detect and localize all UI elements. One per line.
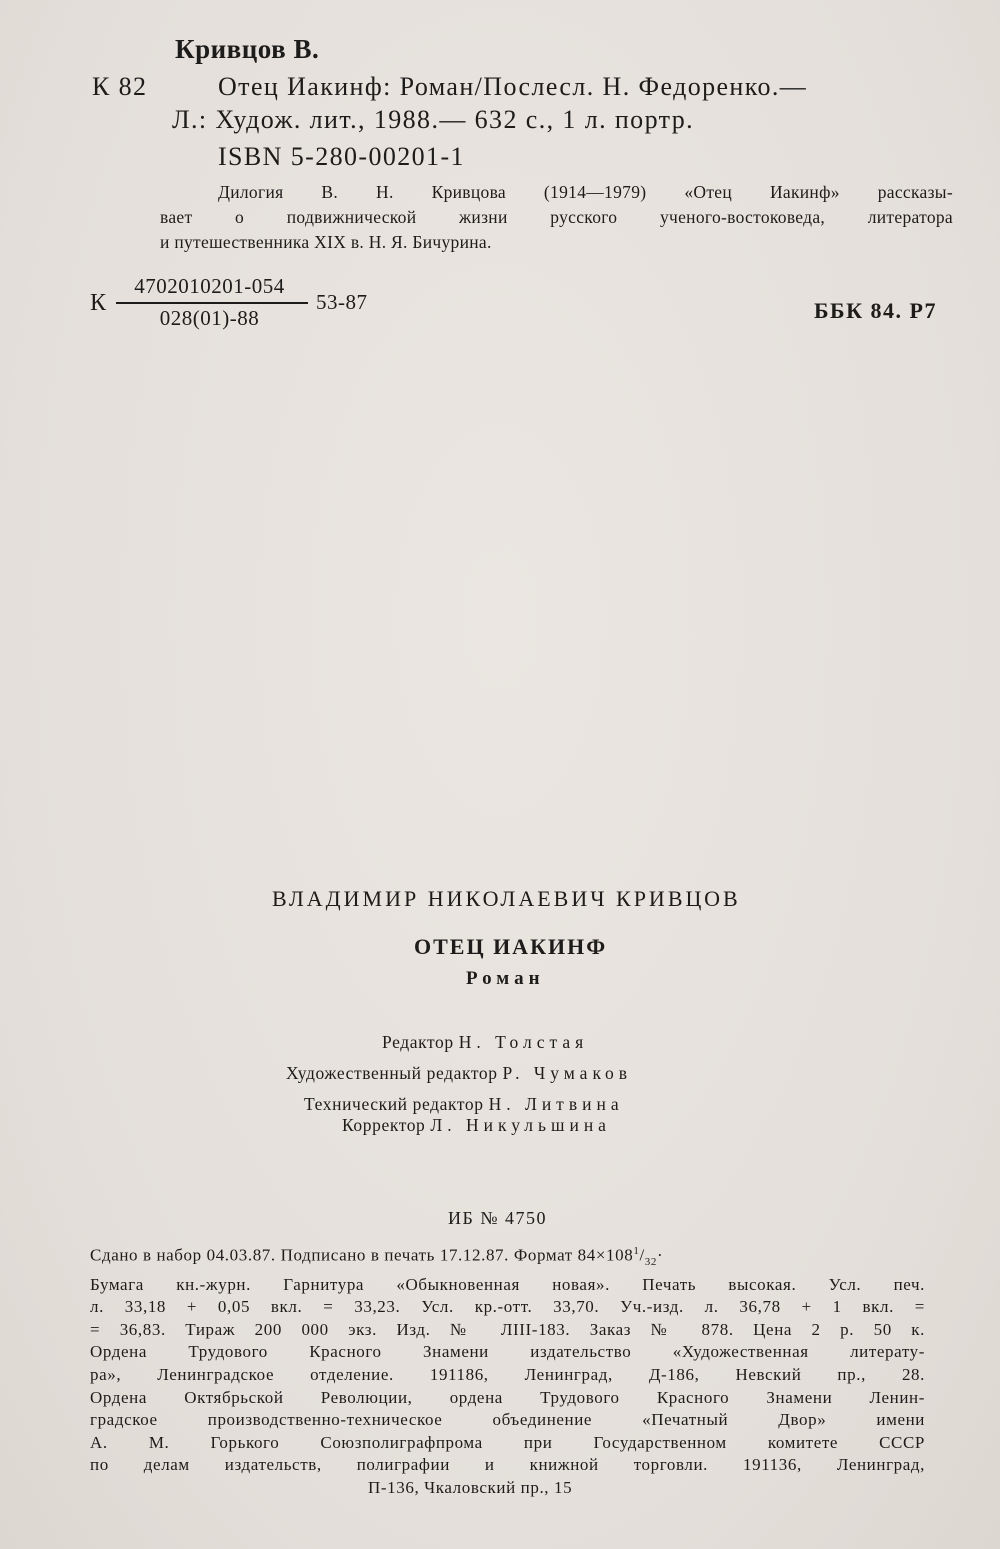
- catalog-isbn: ISBN 5-280-00201-1: [218, 142, 465, 171]
- catalog-code: К 82: [92, 72, 148, 101]
- index-denominator: 028(01)-88: [159, 306, 260, 330]
- imprint-line: Бумага кн.-журн. Гарнитура «Обыкновенная новая». Печать высокая. Усл. печ.: [90, 1274, 925, 1294]
- index-suffix: 53-87: [316, 290, 368, 314]
- credit-editor: [382, 1032, 588, 1053]
- credit-name: Л. Никульшина: [430, 1115, 611, 1135]
- annotation-line-2: вает о подвижнической жизни русского ученого-востоковеда, литератора: [160, 207, 953, 227]
- book-title: ОТЕЦ ИАКИНФ: [414, 934, 608, 959]
- credit-tech-editor: [304, 1094, 624, 1115]
- catalog-author: Кривцов В.: [175, 34, 320, 64]
- index-letter: К: [90, 290, 108, 316]
- book-genre: Роман: [466, 968, 545, 989]
- catalog-line-2: Л.: Худож. лит., 1988.— 632 с., 1 л. портр.: [172, 105, 695, 134]
- credit-art-editor: [286, 1063, 632, 1084]
- credit-role: Корректор: [342, 1115, 426, 1135]
- ib-number: ИБ № 4750: [448, 1208, 548, 1228]
- imprint-line: градское производственно-техническое объединение «Печатный Двор» имени: [90, 1410, 925, 1430]
- imprint-line: ра», Ленинградское отделение. 191186, Ленинград, Д-186, Невский пр., 28.: [90, 1365, 925, 1385]
- imprint-last-line: П-136, Чкаловский пр., 15: [368, 1477, 573, 1497]
- author-full-name: ВЛАДИМИР НИКОЛАЕВИЧ КРИВЦОВ: [272, 886, 741, 911]
- index-numerator: 4702010201-054: [134, 274, 285, 298]
- imprint-line-1: Сдано в набор 04.03.87. Подписано в печать 17.12.87. Формат $84\times 108^1/_{32}\cdot$: [90, 1245, 664, 1269]
- credit-name: Р. Чумаков: [502, 1063, 633, 1083]
- imprint-line: Ордена Трудового Красного Знамени издательство «Художественная литерату-: [90, 1342, 925, 1362]
- credit-role: Редактор: [382, 1032, 454, 1052]
- imprint-line: л. 33,18 + 0,05 вкл. = 33,23. Усл. кр.-отт. 33,70. Уч.-изд. л. 36,78 + 1 вкл. =: [90, 1297, 925, 1317]
- imprint-block: [90, 1240, 930, 1500]
- credit-name: Н. Литвина: [488, 1094, 624, 1114]
- imprint-line: по делам издательств, полиграфии и книжной торговли. 191136, Ленинград,: [90, 1455, 925, 1475]
- catalog-line-1: Отец Иакинф: Роман/Послесл. Н. Федоренко.—: [218, 72, 808, 101]
- credit-role: Технический редактор: [304, 1094, 484, 1114]
- credit-role: Художественный редактор: [286, 1063, 498, 1083]
- credit-proofreader: [342, 1115, 611, 1136]
- annotation-line-1: Дилогия В. Н. Кривцова (1914—1979) «Отец Иакинф» рассказы-: [218, 182, 953, 202]
- bbk-code: ББК 84. Р7: [814, 298, 937, 323]
- credit-name: Н. Толстая: [458, 1032, 589, 1052]
- imprint-line: = 36,83. Тираж 200 000 экз. Изд. № ЛIII-183. Заказ № 878. Цена 2 р. 50 к.: [90, 1319, 925, 1339]
- imprint-line: А. М. Горького Союзполиграфпрома при Государственном комитете СССР: [90, 1432, 925, 1452]
- index-fraction-bar: [116, 302, 308, 304]
- annotation-line-3: и путешественника XIX в. Н. Я. Бичурина.: [160, 232, 492, 252]
- imprint-line: Ордена Октябрьской Революции, ордена Трудового Красного Знамени Ленин-: [90, 1387, 925, 1407]
